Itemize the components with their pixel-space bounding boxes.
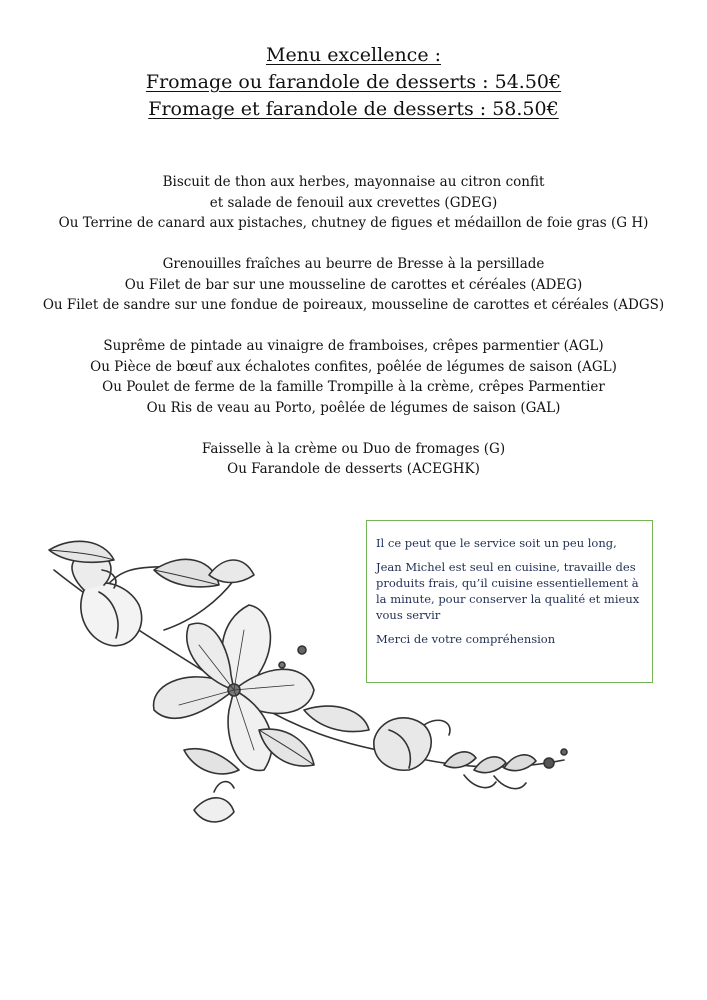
menu-header bbox=[0, 42, 707, 123]
price-option-one: Fromage ou farandole de desserts : 54.50€ bbox=[145, 71, 562, 93]
course-starters bbox=[0, 172, 707, 234]
menu-item: Suprême de pintade au vinaigre de framboises, crêpes parmentier (AGL) bbox=[103, 338, 604, 354]
menu-item: Biscuit de thon aux herbes, mayonnaise au citron confit bbox=[162, 174, 545, 190]
menu-item: Faisselle à la crème ou Duo de fromages (G) bbox=[201, 440, 506, 457]
note-line-body: Jean Michel est seul en cuisine, travaille des produits frais, qu’il cuisine essentiellement à la minute, pour conserver la qualité et mieux vous servir bbox=[376, 560, 640, 622]
menu-courses bbox=[0, 172, 707, 500]
course-mains bbox=[0, 336, 707, 418]
flower-sketch-icon bbox=[44, 530, 584, 840]
menu-item: Ou Filet de bar sur une mousseline de carottes et céréales (ADEG) bbox=[124, 276, 583, 293]
menu-title: Menu excellence : bbox=[265, 44, 442, 66]
note-line-intro: Il ce peut que le service soit un peu long, bbox=[376, 536, 617, 550]
menu-item: Ou Poulet de ferme de la famille Trompille à la crème, crêpes Parmentier bbox=[102, 379, 605, 395]
price-option-two: Fromage et farandole de desserts : 58.50€ bbox=[148, 98, 559, 120]
menu-item: Grenouilles fraîches au beurre de Bresse à la persillade bbox=[162, 256, 545, 272]
menu-item: Ou Farandole de desserts (ACEGHK) bbox=[227, 461, 480, 477]
menu-item: Ou Ris de veau au Porto, poêlée de légumes de saison (GAL) bbox=[146, 399, 561, 416]
menu-item: et salade de fenouil aux crevettes (GDEG) bbox=[209, 194, 498, 211]
menu-item: Ou Terrine de canard aux pistaches, chutney de figues et médaillon de foie gras (G H) bbox=[58, 215, 649, 231]
menu-item: Ou Filet de sandre sur une fondue de poireaux, mousseline de carottes et céréales (ADGS) bbox=[42, 297, 665, 313]
menu-item: Ou Pièce de bœuf aux échalotes confites, poêlée de légumes de saison (AGL) bbox=[90, 358, 617, 375]
course-fish bbox=[0, 254, 707, 316]
course-cheese-dessert bbox=[0, 439, 707, 480]
note-line-thanks: Merci de votre compréhension bbox=[376, 632, 556, 646]
